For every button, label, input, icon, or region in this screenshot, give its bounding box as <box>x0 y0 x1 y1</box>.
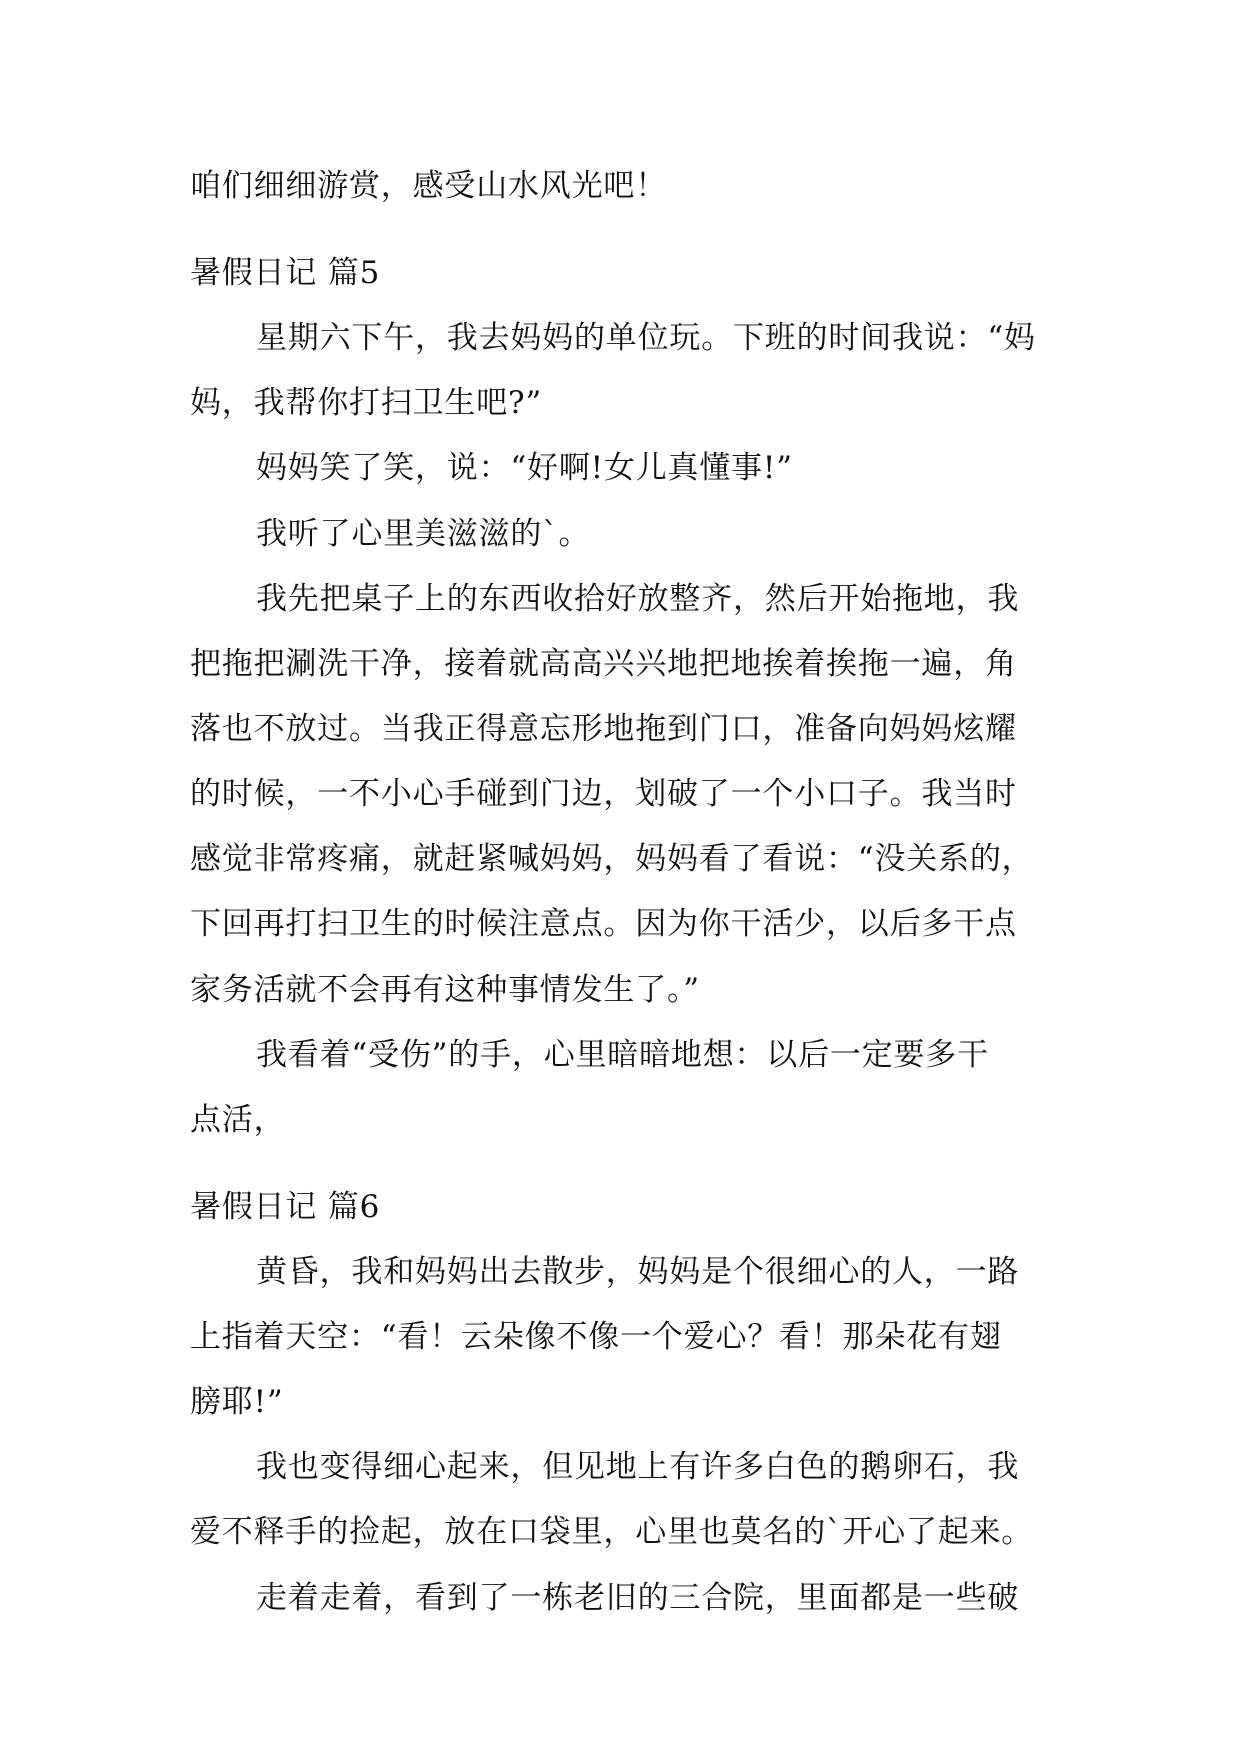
paragraph-line: 我先把桌子上的东西收拾好放整齐，然后开始拖地，我 <box>256 581 1020 617</box>
paragraph-line: 膀耶!” <box>190 1384 284 1420</box>
paragraph-line: 的时候，一不小心手碰到门边，划破了一个小口子。我当时 <box>190 776 1017 812</box>
paragraph-line: 把拖把涮洗干净，接着就高高兴兴地把地挨着挨拖一遍，角 <box>190 646 1017 682</box>
paragraph-line: 妈，我帮你打扫卫生吧?” <box>190 385 543 421</box>
paragraph-line: 黄昏，我和妈妈出去散步，妈妈是个很细心的人，一路 <box>256 1254 1020 1290</box>
paragraph-line: 下回再打扫卫生的时候注意点。因为你干活少，以后多干点 <box>190 906 1017 942</box>
paragraph-line: 点活， <box>190 1102 286 1138</box>
section-heading: 暑假日记 篇6 <box>190 1189 381 1225</box>
paragraph-line: 咱们细细游赏，感受山水风光吧！ <box>190 168 667 204</box>
paragraph-line: 星期六下午，我去妈妈的单位玩。下班的时间我说：“妈 <box>256 320 1036 356</box>
paragraph-line: 家务活就不会再有这种事情发生了。” <box>190 972 700 1008</box>
paragraph-line: 走着走着，看到了一栋老旧的三合院，里面都是一些破 <box>256 1580 1020 1616</box>
paragraph-line: 感觉非常疼痛，就赶紧喊妈妈，妈妈看了看说：“没关系的， <box>190 841 1034 877</box>
section-heading: 暑假日记 篇5 <box>190 255 381 291</box>
paragraph-line: 妈妈笑了笑，说：“好啊!女儿真懂事!” <box>256 450 793 486</box>
paragraph-line: 落也不放过。当我正得意忘形地拖到门口，准备向妈妈炫耀 <box>190 711 1017 747</box>
paragraph-line: 我也变得细心起来，但见地上有许多白色的鹅卵石，我 <box>256 1449 1020 1485</box>
paragraph-line: 上指着天空：“看！云朵像不像一个爱心？看！那朵花有翅 <box>190 1319 1002 1355</box>
paragraph-line: 我听了心里美滋滋的`。 <box>256 516 591 552</box>
paragraph-line: 爱不释手的捡起，放在口袋里，心里也莫名的`开心了起来。 <box>190 1514 1034 1550</box>
paragraph-line: 我看着“受伤”的手，心里暗暗地想：以后一定要多干 <box>256 1037 989 1073</box>
